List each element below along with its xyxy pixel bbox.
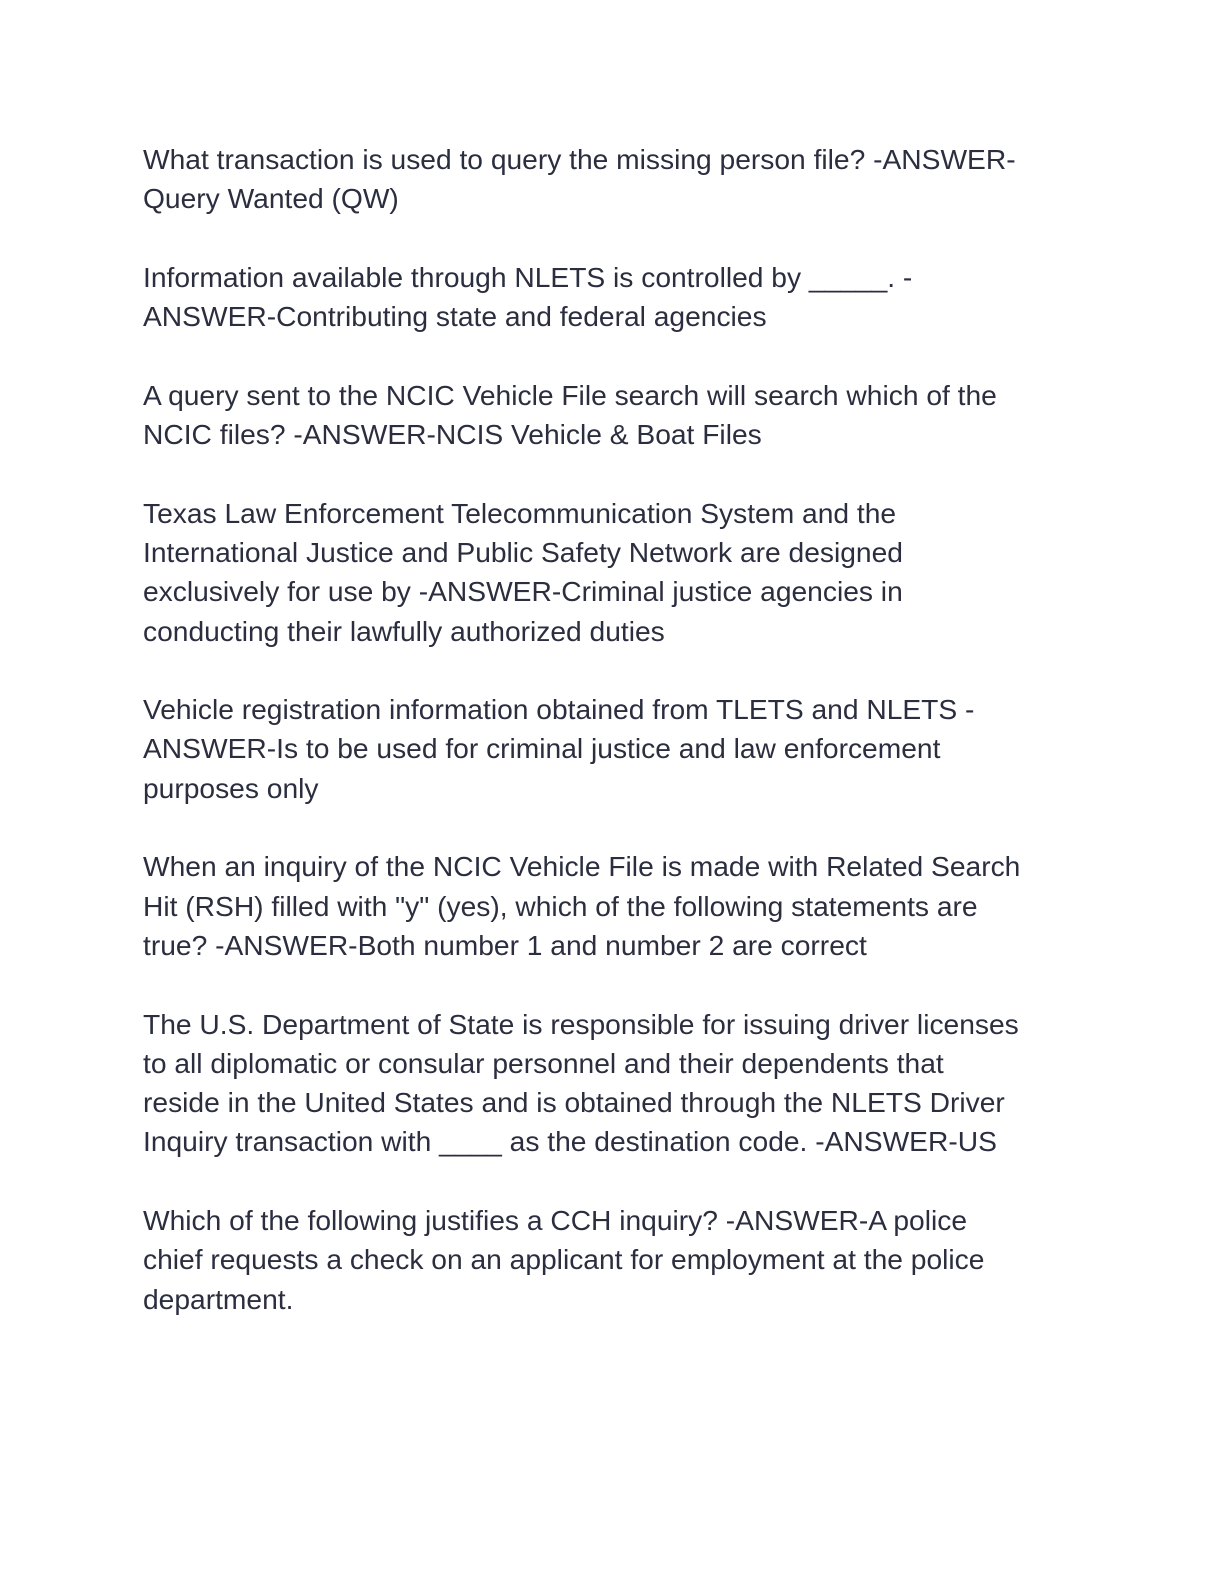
qa-line: ANSWER-Contributing state and federal agencies [143, 300, 767, 333]
qa-line: reside in the United States and is obtained through the NLETS Driver [143, 1086, 1005, 1119]
qa-line: department. [143, 1282, 294, 1315]
qa-line: What transaction is used to query the missing person file? -ANSWER- [143, 143, 1016, 175]
qa-entry [143, 140, 1083, 219]
qa-entry [143, 258, 1083, 337]
qa-line: chief requests a check on an applicant for employment at the police [143, 1243, 985, 1276]
qa-entry [143, 376, 1083, 455]
qa-entry [143, 690, 1083, 808]
qa-entry [143, 1201, 1083, 1319]
qa-line: Texas Law Enforcement Telecommunication System and the [143, 496, 897, 529]
qa-line: Which of the following justifies a CCH inquiry? -ANSWER-A police [143, 1204, 968, 1237]
qa-line: conducting their lawfully authorized duties [143, 614, 665, 647]
qa-line: NCIC files? -ANSWER-NCIS Vehicle & Boat Files [143, 418, 762, 451]
qa-entry [143, 494, 1083, 651]
qa-line: purposes only [143, 771, 319, 804]
qa-line: International Justice and Public Safety Network are designed [143, 535, 903, 568]
qa-line: Inquiry transaction with ____ as the destination code. -ANSWER-US [143, 1125, 997, 1158]
qa-line: When an inquiry of the NCIC Vehicle File is made with Related Search [143, 850, 1021, 883]
qa-line: Query Wanted (QW) [143, 182, 399, 215]
qa-line: The U.S. Department of State is responsible for issuing driver licenses [143, 1007, 1019, 1040]
qa-entry [143, 847, 1083, 965]
qa-line: exclusively for use by -ANSWER-Criminal justice agencies in [143, 575, 903, 608]
qa-entry [143, 1005, 1083, 1162]
qa-line: Hit (RSH) filled with "y" (yes), which of the following statements are [143, 889, 978, 922]
qa-line: Vehicle registration information obtained from TLETS and NLETS - [143, 693, 975, 726]
qa-line: to all diplomatic or consular personnel and their dependents that [143, 1046, 944, 1079]
qa-line: ANSWER-Is to be used for criminal justice and law enforcement [143, 732, 941, 765]
qa-line: Information available through NLETS is controlled by _____. - [143, 260, 913, 293]
document-page [143, 140, 1083, 1358]
qa-line: true? -ANSWER-Both number 1 and number 2 are correct [143, 928, 867, 961]
qa-line: A query sent to the NCIC Vehicle File search will search which of the [143, 378, 997, 411]
